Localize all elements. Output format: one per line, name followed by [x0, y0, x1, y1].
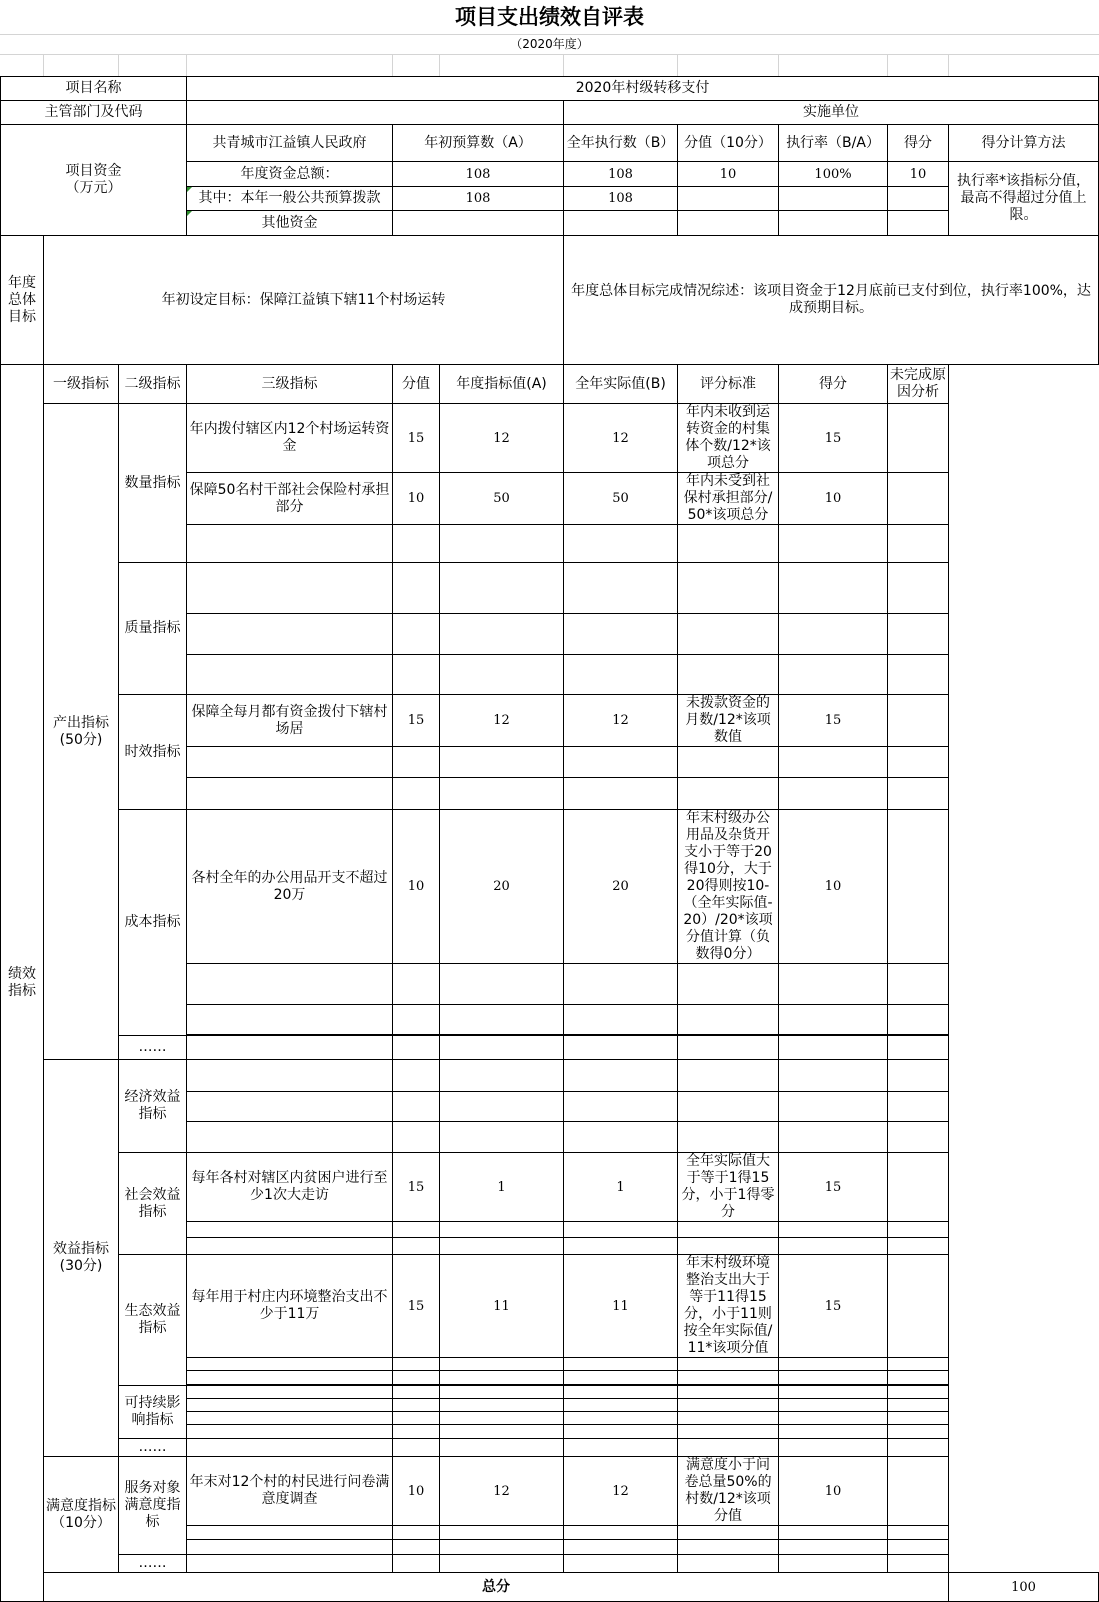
funds-header-row — [1, 125, 1099, 162]
funds-header-a: 年初预算数（A） — [393, 125, 564, 162]
item-name: 每年各村对辖区内贫困户进行至少1次大走访 — [187, 1153, 393, 1222]
item-actual: 12 — [564, 404, 678, 473]
header-target: 年度指标值(A) — [440, 365, 564, 404]
item-score-value: 15 — [393, 1153, 440, 1222]
funds-total-score-value: 10 — [678, 162, 779, 187]
funds-other-a — [393, 211, 564, 236]
funds-other-score — [888, 211, 949, 236]
funds-other-rate — [779, 211, 888, 236]
header-actual: 全年实际值(B) — [564, 365, 678, 404]
table-row — [1, 1153, 1099, 1222]
level2-ellipsis: …… — [119, 1439, 187, 1457]
total-row — [1, 1573, 1099, 1602]
table-row — [1, 1555, 1099, 1573]
header-score-value: 分值 — [393, 365, 440, 404]
evaluation-table — [0, 76, 1099, 1602]
header-criteria: 评分标准 — [678, 365, 779, 404]
funds-total-label: 年度资金总额： — [187, 162, 393, 187]
funds-other-b — [564, 211, 678, 236]
item-name: 年末对12个村的村民进行问卷满意度调查 — [187, 1457, 393, 1526]
total-value: 100 — [949, 1573, 1099, 1602]
table-row — [1, 810, 1099, 964]
funds-header-score-value: 分值（10分） — [678, 125, 779, 162]
table-row — [1, 1439, 1099, 1457]
funds-header-unit: 共青城市江益镇人民政府 — [187, 125, 393, 162]
dept-label: 主管部门及代码 — [1, 101, 187, 125]
table-row — [1, 1457, 1099, 1526]
item-target: 11 — [440, 1255, 564, 1358]
header-level1: 一级指标 — [44, 365, 119, 404]
page-title: 项目支出绩效自评表 — [455, 5, 644, 29]
item-reason — [888, 695, 949, 747]
item-target: 20 — [440, 810, 564, 964]
funds-budget-score-value — [678, 187, 779, 211]
item-name: 各村全年的办公用品开支不超过20万 — [187, 810, 393, 964]
funds-budget-label: 其中：本年一般公共预算拨款 — [187, 187, 393, 211]
item-actual: 20 — [564, 810, 678, 964]
table-row — [1, 1255, 1099, 1358]
level2-quantity: 数量指标 — [119, 404, 187, 563]
level2-timeliness: 时效指标 — [119, 695, 187, 810]
total-label: 总分 — [44, 1573, 949, 1602]
item-score-value: 10 — [393, 810, 440, 964]
funds-budget-b: 108 — [564, 187, 678, 211]
table-row — [1, 1036, 1099, 1060]
project-name-value: 2020年村级转移支付 — [187, 77, 1099, 101]
table-row — [1, 404, 1099, 473]
project-name-label: 项目名称 — [1, 77, 187, 101]
funds-budget-rate — [779, 187, 888, 211]
funds-header-rate: 执行率（B/A） — [779, 125, 888, 162]
funds-method: 执行率*该指标分值，最高不得超过分值上限。 — [949, 162, 1099, 236]
item-criteria: 全年实际值大于等于1得15分，小于1得零分 — [678, 1153, 779, 1222]
item-reason — [888, 404, 949, 473]
level2-sustainable: 可持续影响指标 — [119, 1386, 187, 1439]
item-actual: 12 — [564, 695, 678, 747]
funds-header-b: 全年执行数（B） — [564, 125, 678, 162]
funds-budget-a: 108 — [393, 187, 564, 211]
dept-value — [187, 101, 564, 125]
item-score: 10 — [779, 1457, 888, 1526]
item-score: 10 — [779, 473, 888, 525]
item-score: 10 — [779, 810, 888, 964]
item-score: 15 — [779, 695, 888, 747]
header-reason: 未完成原因分析 — [888, 365, 949, 404]
item-criteria: 未拨款资金的月数/12*该项数值 — [678, 695, 779, 747]
impl-label: 实施单位 — [564, 101, 1099, 125]
goals-row — [1, 236, 1099, 365]
item-score: 15 — [779, 404, 888, 473]
item-score-value: 10 — [393, 1457, 440, 1526]
header-level2: 二级指标 — [119, 365, 187, 404]
level1-benefit: 效益指标(30分) — [44, 1060, 119, 1457]
item-actual: 1 — [564, 1153, 678, 1222]
funds-label: 项目资金 （万元） — [1, 125, 187, 236]
item-target: 12 — [440, 1457, 564, 1526]
funds-total-b: 108 — [564, 162, 678, 187]
item-score: 15 — [779, 1255, 888, 1358]
item-target: 12 — [440, 404, 564, 473]
level2-ecological: 生态效益指标 — [119, 1255, 187, 1386]
indicator-header-row — [1, 365, 1099, 404]
item-criteria: 年末村级办公用品及杂货开支小于等于20得10分，大于20得则按10-（全年实际值-20）/20*该项分值计算（负数得0分） — [678, 810, 779, 964]
item-reason — [888, 1457, 949, 1526]
item-actual: 12 — [564, 1457, 678, 1526]
level1-satisfaction: 满意度指标（10分） — [44, 1457, 119, 1573]
item-criteria: 年末村级环境整治支出大于等于11得15分，小于11则按全年实际值/11*该项分值 — [678, 1255, 779, 1358]
item-name: 保障全每月都有资金拨付下辖村场居 — [187, 695, 393, 747]
item-reason — [888, 1153, 949, 1222]
funds-budget-score — [888, 187, 949, 211]
item-score: 15 — [779, 1153, 888, 1222]
dept-row — [1, 101, 1099, 125]
item-target: 12 — [440, 695, 564, 747]
item-name: 每年用于村庄内环境整治支出不少于11万 — [187, 1255, 393, 1358]
item-reason — [888, 473, 949, 525]
level2-ellipsis: …… — [119, 1036, 187, 1060]
item-criteria: 年内未收到运转资金的村集体个数/12*该项总分 — [678, 404, 779, 473]
project-name-row — [1, 77, 1099, 101]
item-score-value: 15 — [393, 404, 440, 473]
item-name: 年内拨付辖区内12个村场运转资金 — [187, 404, 393, 473]
item-target: 50 — [440, 473, 564, 525]
table-row — [1, 1060, 1099, 1092]
table-row — [1, 1386, 1099, 1399]
item-actual: 11 — [564, 1255, 678, 1358]
level2-social: 社会效益指标 — [119, 1153, 187, 1255]
level2-ellipsis: …… — [119, 1555, 187, 1573]
item-actual: 50 — [564, 473, 678, 525]
funds-other-label: 其他资金 — [187, 211, 393, 236]
funds-total-rate: 100% — [779, 162, 888, 187]
indicators-label: 绩效指标 — [1, 365, 44, 1602]
header-level3: 三级指标 — [187, 365, 393, 404]
level1-output: 产出指标(50分) — [44, 404, 119, 1060]
item-target: 1 — [440, 1153, 564, 1222]
item-score-value: 15 — [393, 695, 440, 747]
goals-initial: 年初设定目标：保障江益镇下辖11个村场运转 — [44, 236, 564, 365]
level2-quality: 质量指标 — [119, 563, 187, 695]
item-criteria: 满意度小于问卷总量50%的村数/12*该项分值 — [678, 1457, 779, 1526]
item-score-value: 10 — [393, 473, 440, 525]
item-score-value: 15 — [393, 1255, 440, 1358]
goals-label: 年度总体目标 — [1, 236, 44, 365]
funds-total-a: 108 — [393, 162, 564, 187]
header-score: 得分 — [779, 365, 888, 404]
funds-other-score-value — [678, 211, 779, 236]
item-reason — [888, 1255, 949, 1358]
level2-service-satisfaction: 服务对象满意度指标 — [119, 1457, 187, 1555]
funds-total-score: 10 — [888, 162, 949, 187]
funds-header-method: 得分计算方法 — [949, 125, 1099, 162]
item-reason — [888, 810, 949, 964]
year-label: （2020年度） — [510, 37, 589, 51]
level2-cost: 成本指标 — [119, 810, 187, 1036]
item-name: 保障50名村干部社会保险村承担部分 — [187, 473, 393, 525]
table-row — [1, 695, 1099, 747]
table-row — [1, 563, 1099, 614]
goals-summary: 年度总体目标完成情况综述：该项目资金于12月底前已支付到位，执行率100%，达成预期目标。 — [564, 236, 1099, 365]
level2-economic: 经济效益指标 — [119, 1060, 187, 1153]
item-criteria: 年内未受到社保村承担部分/50*该项总分 — [678, 473, 779, 525]
funds-header-score: 得分 — [888, 125, 949, 162]
